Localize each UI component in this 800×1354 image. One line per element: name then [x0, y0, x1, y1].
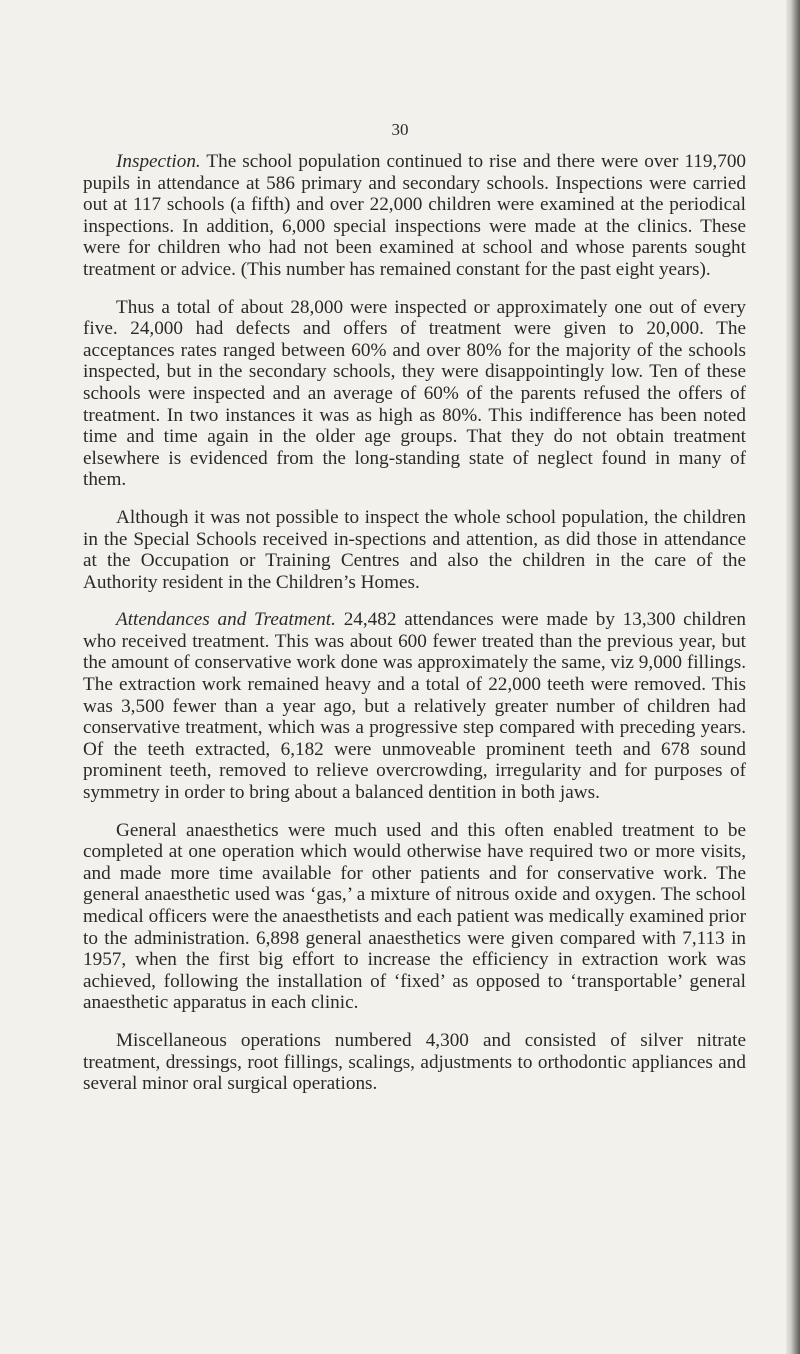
heading-inspection: Inspection.	[116, 151, 201, 172]
paragraph-special-schools	[83, 507, 746, 593]
paragraph-text: The school population continued to rise and there were over 119,700 pupils in attendance at 586 primary and secondary schools. Inspections were carried out at 117 schools (a fifth) and over 22,000 children were examined at the periodical inspections. In addition, 6,000 special inspections were made at the clinics. These were for children who had not been examined at school and whose parents sought treatment or advice. (This number has remained constant for the past eight years).	[83, 151, 747, 280]
document-body	[83, 151, 746, 1111]
paragraph-inspection	[83, 151, 746, 281]
paragraph-text: Although it was not possible to inspect the whole school population, the children in the Special Schools received in-spections and attention, as did those in attendance at the Occupation or Training Centres and also the children in the care of the Authority resident in the Children’s Homes.	[83, 506, 746, 593]
page-number: 30	[391, 120, 409, 139]
paragraph-acceptance-rates	[83, 297, 746, 491]
paragraph-text: Miscellaneous operations numbered 4,300 and consisted of silver nitrate treatment, dressings, root fillings, scalings, adjustments to orthodontic appliances and several minor oral surgical operations.	[83, 1029, 746, 1095]
paragraph-anaesthetics	[83, 820, 746, 1014]
heading-attendances: Attendances and Treatment.	[116, 609, 336, 631]
paragraph-text: General anaesthetics were much used and this often enabled treatment to be completed at one operation which would otherwise have required two or more visits, and made more time available for other patients and for conservative work. The general anaesthetic used was ‘gas,’ a mixture of nitrous oxide and oxygen. The school medical officers were the anaesthetists and each patient was medically examined prior to the administration. 6,898 general anaesthetics were given compared with 7,113 in 1957, when the first big effort to increase the efficiency in extraction work was achieved, following the installation of ‘fixed’ as opposed to ‘transportable’ general anaesthetic apparatus in each clinic.	[83, 819, 746, 1014]
page-edge-shadow	[786, 0, 800, 1354]
paragraph-attendances	[83, 609, 746, 803]
paragraph-miscellaneous	[83, 1030, 746, 1095]
paragraph-text: Thus a total of about 28,000 were inspected or approximately one out of every five. 24,000 had defects and offers of treatment were given to 20,000. The acceptances rates ranged between 60% and over 80% for the majority of the schools inspected, but in the secondary schools, they were disappointingly low. Ten of these schools were inspected and an average of 60% of the parents refused the offers of treatment. In two instances it was as high as 80%. This indifference has been noted time and time again in the older age groups. That they do not obtain treatment elsewhere is evidenced from the long-standing state of neglect found in many of them.	[83, 296, 746, 491]
paragraph-text: 24,482 attendances were made by 13,300 children who received treatment. This was about 600 fewer treated than the previous year, but the amount of conservative work done was approximately the same, viz 9,000 fillings. The extraction work remained heavy and a total of 22,000 teeth were removed. This was 3,500 fewer than a year ago, but a relatively greater number of children had conservative treatment, which was a progressive step compared with preceding years. Of the teeth extracted, 6,182 were unmoveable prominent teeth and 678 sound prominent teeth, removed to relieve overcrowding, irregularity and for purposes of symmetry in order to bring about a balanced dentition in both jaws.	[83, 609, 747, 804]
